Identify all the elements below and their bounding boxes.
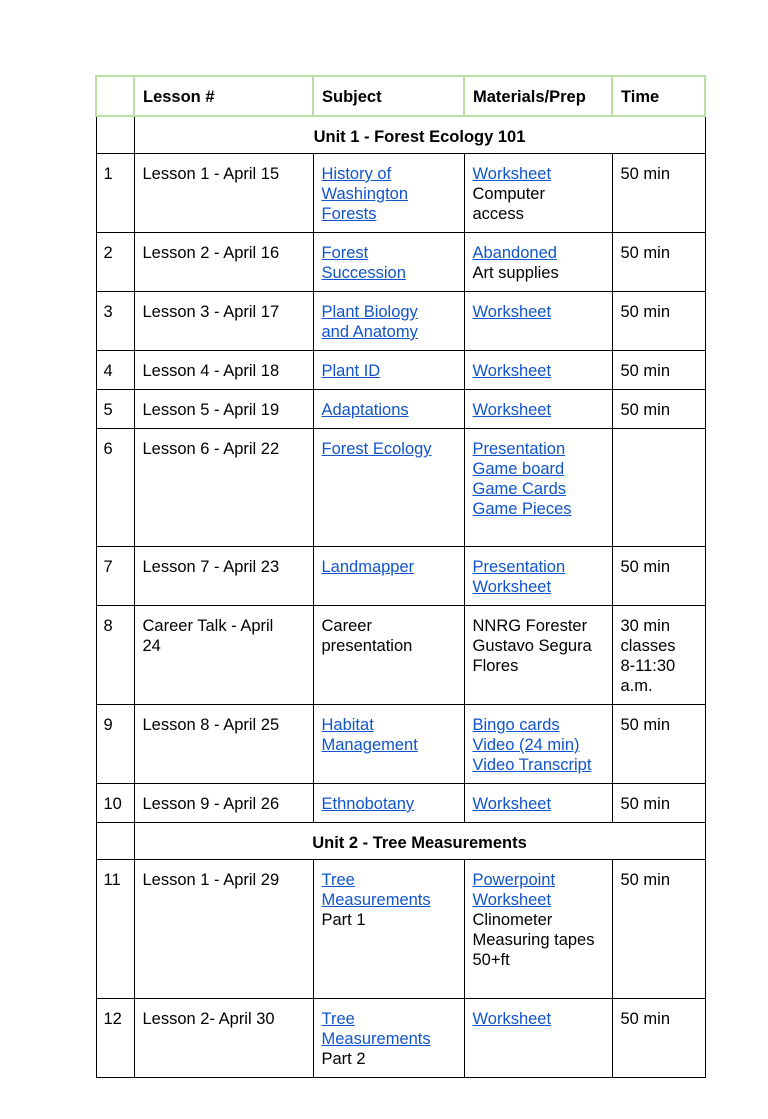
materials-text: 50+ft bbox=[472, 951, 510, 969]
time-cell: 50 min bbox=[612, 705, 705, 784]
row-number: 6 bbox=[96, 429, 134, 547]
time-cell: 50 min bbox=[612, 351, 705, 390]
time-cell: 50 min bbox=[612, 999, 705, 1078]
time-cell bbox=[612, 429, 705, 547]
time-text: a.m. bbox=[620, 677, 653, 695]
materials-text: Gustavo Segura bbox=[472, 637, 592, 655]
subject-link[interactable]: Tree bbox=[321, 1010, 355, 1028]
subject-link[interactable]: and Anatomy bbox=[321, 323, 418, 341]
row-number: 10 bbox=[96, 784, 134, 823]
row-number: 4 bbox=[96, 351, 134, 390]
time-cell: 50 min bbox=[612, 292, 705, 351]
table-row bbox=[96, 999, 705, 1078]
table-row bbox=[96, 860, 705, 999]
subject-link[interactable]: Forest bbox=[321, 244, 369, 262]
subject-cell bbox=[313, 154, 464, 233]
materials-cell bbox=[464, 860, 612, 999]
materials-link[interactable]: Presentation bbox=[472, 440, 566, 458]
subject-text: Part 1 bbox=[321, 911, 366, 929]
materials-text: Flores bbox=[472, 657, 519, 675]
header-lesson: Lesson # bbox=[134, 76, 313, 116]
lesson-text: Career Talk - April bbox=[142, 617, 274, 635]
subject-cell bbox=[313, 606, 464, 705]
materials-cell bbox=[464, 351, 612, 390]
materials-link[interactable]: Abandoned bbox=[472, 244, 557, 262]
time-text: classes bbox=[620, 637, 676, 655]
materials-cell bbox=[464, 233, 612, 292]
subject-link[interactable]: Plant Biology bbox=[321, 303, 418, 321]
table-row bbox=[96, 429, 705, 547]
materials-text: access bbox=[472, 205, 524, 223]
subject-link[interactable]: Measurements bbox=[321, 1030, 431, 1048]
lesson-cell: Lesson 2- April 30 bbox=[134, 999, 313, 1078]
lesson-cell bbox=[134, 606, 313, 705]
subject-text: Career bbox=[321, 617, 372, 635]
subject-link[interactable]: Forests bbox=[321, 205, 377, 223]
materials-cell bbox=[464, 547, 612, 606]
subject-link[interactable]: Plant ID bbox=[321, 362, 381, 380]
lesson-cell: Lesson 4 - April 18 bbox=[134, 351, 313, 390]
materials-link[interactable]: Game board bbox=[472, 460, 565, 478]
lesson-cell: Lesson 2 - April 16 bbox=[134, 233, 313, 292]
row-number: 8 bbox=[96, 606, 134, 705]
subject-link[interactable]: Landmapper bbox=[321, 558, 415, 576]
materials-link[interactable]: Worksheet bbox=[472, 362, 552, 380]
materials-link[interactable]: Game Pieces bbox=[472, 500, 572, 518]
subject-link[interactable]: Succession bbox=[321, 264, 406, 282]
subject-link[interactable]: Habitat bbox=[321, 716, 374, 734]
materials-link[interactable]: Video (24 min) bbox=[472, 736, 580, 754]
time-text: 30 min bbox=[620, 617, 671, 635]
header-row bbox=[96, 76, 705, 116]
subject-cell bbox=[313, 547, 464, 606]
table-row bbox=[96, 292, 705, 351]
materials-cell bbox=[464, 292, 612, 351]
lesson-cell: Lesson 7 - April 23 bbox=[134, 547, 313, 606]
table-row bbox=[96, 606, 705, 705]
materials-cell bbox=[464, 705, 612, 784]
materials-text: Art supplies bbox=[472, 264, 559, 282]
subject-text: Part 2 bbox=[321, 1050, 366, 1068]
materials-cell bbox=[464, 154, 612, 233]
subject-cell bbox=[313, 351, 464, 390]
subject-cell bbox=[313, 390, 464, 429]
lesson-cell: Lesson 5 - April 19 bbox=[134, 390, 313, 429]
materials-link[interactable]: Powerpoint bbox=[472, 871, 556, 889]
materials-text: Clinometer bbox=[472, 911, 553, 929]
table-row bbox=[96, 351, 705, 390]
lesson-cell: Lesson 3 - April 17 bbox=[134, 292, 313, 351]
subject-link[interactable]: Adaptations bbox=[321, 401, 409, 419]
lesson-schedule-table bbox=[95, 75, 706, 1078]
subject-cell bbox=[313, 292, 464, 351]
header-number bbox=[96, 76, 134, 116]
row-number: 12 bbox=[96, 999, 134, 1078]
subject-link[interactable]: Forest Ecology bbox=[321, 440, 432, 458]
lesson-cell: Lesson 6 - April 22 bbox=[134, 429, 313, 547]
materials-link[interactable]: Presentation bbox=[472, 558, 566, 576]
subject-cell bbox=[313, 429, 464, 547]
materials-link[interactable]: Worksheet bbox=[472, 891, 552, 909]
table-row bbox=[96, 705, 705, 784]
materials-link[interactable]: Video Transcript bbox=[472, 756, 592, 774]
subject-link[interactable]: Measurements bbox=[321, 891, 431, 909]
header-subject: Subject bbox=[313, 76, 464, 116]
lesson-text: 24 bbox=[142, 637, 161, 655]
subject-link[interactable]: Washington bbox=[321, 185, 409, 203]
materials-link[interactable]: Bingo cards bbox=[472, 716, 560, 734]
materials-link[interactable]: Worksheet bbox=[472, 165, 552, 183]
row-number: 5 bbox=[96, 390, 134, 429]
row-number: 1 bbox=[96, 154, 134, 233]
subject-cell bbox=[313, 784, 464, 823]
materials-cell bbox=[464, 429, 612, 547]
table-row bbox=[96, 547, 705, 606]
lesson-cell: Lesson 8 - April 25 bbox=[134, 705, 313, 784]
table-row bbox=[96, 390, 705, 429]
materials-link[interactable]: Worksheet bbox=[472, 401, 552, 419]
unit-title: Unit 1 - Forest Ecology 101 bbox=[134, 116, 705, 154]
time-cell: 50 min bbox=[612, 233, 705, 292]
subject-link[interactable]: Tree bbox=[321, 871, 355, 889]
subject-cell bbox=[313, 705, 464, 784]
lesson-cell: Lesson 1 - April 15 bbox=[134, 154, 313, 233]
unit-title: Unit 2 - Tree Measurements bbox=[134, 823, 705, 860]
materials-text: Computer bbox=[472, 185, 545, 203]
subject-cell bbox=[313, 999, 464, 1078]
subject-cell bbox=[313, 860, 464, 999]
materials-cell bbox=[464, 390, 612, 429]
row-number: 3 bbox=[96, 292, 134, 351]
header-materials: Materials/Prep bbox=[464, 76, 612, 116]
table-row bbox=[96, 154, 705, 233]
materials-text: NNRG Forester bbox=[472, 617, 588, 635]
materials-link[interactable]: Worksheet bbox=[472, 795, 552, 813]
unit-spacer bbox=[96, 823, 134, 860]
materials-link[interactable]: Game Cards bbox=[472, 480, 567, 498]
materials-link[interactable]: Worksheet bbox=[472, 1010, 552, 1028]
row-number: 9 bbox=[96, 705, 134, 784]
time-cell: 50 min bbox=[612, 547, 705, 606]
materials-text: Measuring tapes bbox=[472, 931, 595, 949]
time-cell: 50 min bbox=[612, 784, 705, 823]
lesson-cell: Lesson 9 - April 26 bbox=[134, 784, 313, 823]
table-row bbox=[96, 784, 705, 823]
materials-cell bbox=[464, 784, 612, 823]
time-cell: 50 min bbox=[612, 860, 705, 999]
time-cell: 50 min bbox=[612, 154, 705, 233]
row-number: 2 bbox=[96, 233, 134, 292]
time-cell: 50 min bbox=[612, 390, 705, 429]
subject-link[interactable]: Ethnobotany bbox=[321, 795, 415, 813]
unit-spacer bbox=[96, 116, 134, 154]
unit-row bbox=[96, 116, 705, 154]
time-cell bbox=[612, 606, 705, 705]
time-text: 8-11:30 bbox=[620, 657, 676, 675]
materials-cell bbox=[464, 606, 612, 705]
unit-row bbox=[96, 823, 705, 860]
subject-cell bbox=[313, 233, 464, 292]
subject-link[interactable]: History of bbox=[321, 165, 392, 183]
materials-link[interactable]: Worksheet bbox=[472, 303, 552, 321]
lesson-cell: Lesson 1 - April 29 bbox=[134, 860, 313, 999]
header-time: Time bbox=[612, 76, 705, 116]
materials-cell bbox=[464, 999, 612, 1078]
row-number: 7 bbox=[96, 547, 134, 606]
subject-link[interactable]: Management bbox=[321, 736, 418, 754]
table-row bbox=[96, 233, 705, 292]
row-number: 11 bbox=[96, 860, 134, 999]
subject-text: presentation bbox=[321, 637, 413, 655]
materials-link[interactable]: Worksheet bbox=[472, 578, 552, 596]
